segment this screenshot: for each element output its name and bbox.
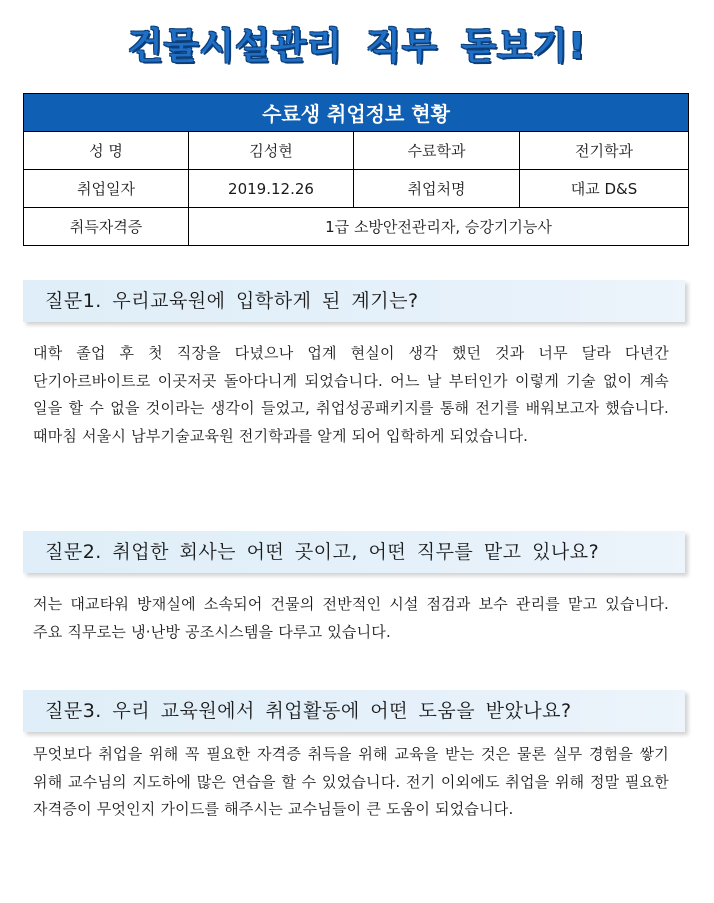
certification-value: 1급 소방안전관리자, 승강기기능사	[189, 208, 689, 246]
table-header: 수료생 취업정보 현황	[24, 94, 689, 132]
department-label: 수료학과	[354, 132, 520, 170]
employment-date-value: 2019.12.26	[189, 170, 354, 208]
employer-value: 대교 D&S	[520, 170, 689, 208]
employment-info-table	[23, 93, 689, 246]
question-3-box	[23, 690, 685, 732]
question-2-box	[23, 531, 685, 573]
employer-label: 취업처명	[354, 170, 520, 208]
table-header-row	[24, 94, 689, 132]
question-1-box	[23, 280, 685, 322]
page-title: 건물시설관리 직무 돋보기!	[127, 26, 587, 67]
answer-2: 저는 대교타워 방재실에 소속되어 건물의 전반적인 시설 점검과 보수 관리를 맡고 있습니다. 주요 직무로는 냉·난방 공조시스템을 다루고 있습니다.	[33, 595, 669, 641]
employment-date-label: 취업일자	[24, 170, 189, 208]
question-3: 질문3. 우리 교육원에서 취업활동에 어떤 도움을 받았나요?	[45, 700, 572, 722]
certification-label: 취득자격증	[24, 208, 189, 246]
question-1: 질문1. 우리교육원에 입학하게 된 계기는?	[45, 290, 419, 312]
name-value: 김성현	[189, 132, 354, 170]
answer-1: 대학 졸업 후 첫 직장을 다녔으나 업계 현실이 생각 했던 것과 너무 달라 다년간 단기아르바이트로 이곳저곳 돌아다니게 되었습니다. 어느 날 부터인가 이렇게 기술 없이 계속 일을 할 수 없을 것이라는 생각이 들었고, 취업성공패키지를 통해 전기를 배워보고자 했습니다. 때마침 서울시 남부기술교육원 전기학과를 알게 되어 입학하게 되었습니다.	[33, 344, 669, 445]
name-label: 성 명	[24, 132, 189, 170]
question-2: 질문2. 취업한 회사는 어떤 곳이고, 어떤 직무를 맡고 있나요?	[45, 541, 600, 563]
answer-3: 무엇보다 취업을 위해 꼭 필요한 자격증 취득을 위해 교육을 받는 것은 물론 실무 경험을 쌓기 위해 교수님의 지도하에 많은 연습을 할 수 있었습니다. 전기 이외에도 취업을 위해 정말 필요한 자격증이 무엇인지 가이드를 해주시는 교수님들이 큰 도움이 되었습니다.	[33, 745, 669, 818]
department-value: 전기학과	[520, 132, 689, 170]
table-row	[24, 208, 689, 246]
table-row	[24, 132, 689, 170]
table-row	[24, 170, 689, 208]
